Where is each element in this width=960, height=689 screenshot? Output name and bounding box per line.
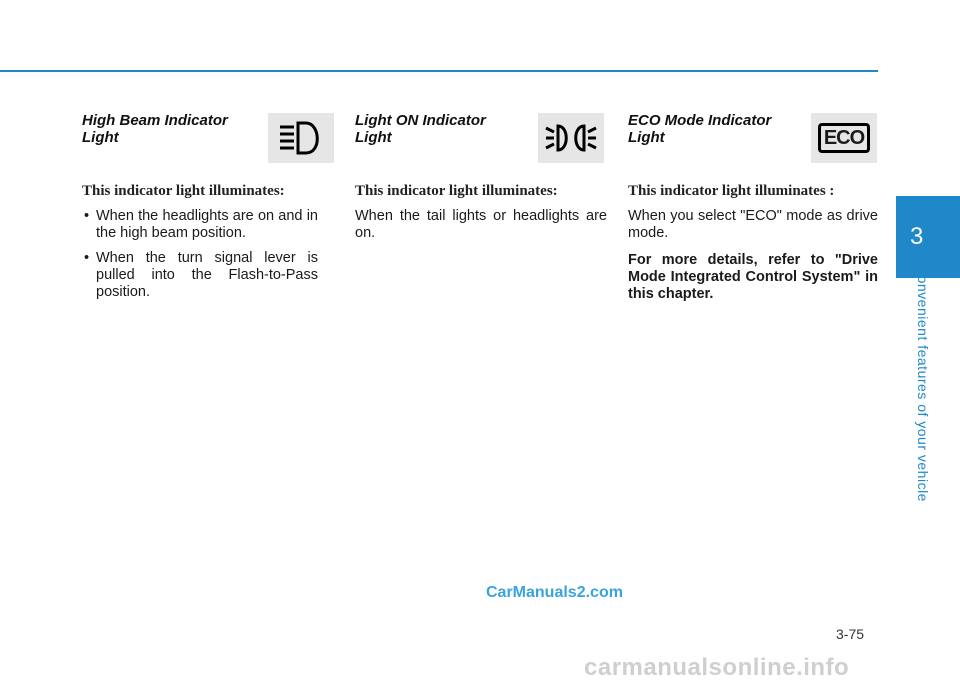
section-heading: ECO Mode Indicator Light bbox=[628, 112, 772, 146]
list-item: • When the headlights are on and in the high beam position. bbox=[82, 208, 318, 242]
body-text: When you select "ECO" mode as drive mode. bbox=[628, 208, 878, 241]
section-heading: Light ON Indicator Light bbox=[355, 112, 486, 146]
high-beam-icon bbox=[268, 113, 334, 163]
watermark: carmanualsonline.info bbox=[584, 654, 850, 681]
section-heading: High Beam Indicator Light bbox=[82, 112, 228, 146]
section-high-beam bbox=[82, 110, 318, 309]
eco-icon-label: ECO bbox=[818, 123, 870, 153]
light-on-icon bbox=[538, 113, 604, 163]
body-text: When the tail lights or headlights are on. bbox=[355, 208, 607, 241]
subheading: This indicator light illuminates: bbox=[82, 183, 285, 199]
list-item: • When the turn signal lever is pulled into the Flash-to-Pass position. bbox=[82, 250, 318, 301]
bullet-list bbox=[82, 208, 318, 301]
cross-reference-note: For more details, refer to "Drive Mode Integrated Control System" in this chapter. bbox=[628, 252, 878, 302]
section-eco-mode bbox=[628, 110, 878, 303]
eco-mode-icon bbox=[811, 113, 877, 163]
chapter-tab: 3 bbox=[896, 196, 960, 278]
top-rule bbox=[0, 70, 878, 72]
page-number: 3-75 bbox=[836, 626, 865, 642]
section-light-on bbox=[355, 110, 607, 242]
watermark[interactable]: CarManuals2.com bbox=[486, 584, 623, 601]
subheading: This indicator light illuminates : bbox=[628, 183, 835, 199]
chapter-title: Convenient features of your vehicle bbox=[915, 265, 931, 502]
subheading: This indicator light illuminates: bbox=[355, 183, 558, 199]
